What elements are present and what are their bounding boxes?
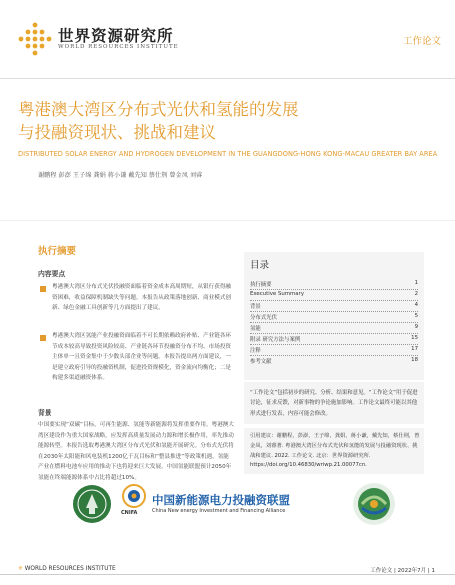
citation-text: 引用建议：谢鹏程，彭澎，王子绵，龚娟，蒋小谦，戴先知，蔡仕荆，曾金凤，刘睿著. 粤港澳大湾区分布式光伏和氢能的发展与投融资现状、挑战和建议. 2022. 工作论文. 北京：世界资源研究所. https://doi.org/10.46830/wriwp.21.00077cn. [250,433,420,469]
globe-logo-icon [352,482,396,526]
org-name-en: WORLD RESOURCES INSTITUTE [58,44,179,50]
background-text: 中国要实现“双碳”目标，可再生能源、氢能等新能源将发挥重要作用。粤港澳大湾区建设作为重大国家战略，应发挥高质量发展动力源和增长极作用，率先推动能源转型。本报告选取粤港澳大湾区分布式光伏和氢能开展研究。分布式光伏将在2030年太阳能和风电装机1200亿千瓦目标和“整县推进”等政策机遇，氢能产业在燃料电池车应用的推动下也将迎来巨大发展。中国氢能联盟预计2050年氢能在终端能源体系中占比将超过10%。 [38,422,234,481]
footer-page-info: 工作论文 | 2022年7月 | 1 [370,568,435,574]
toc-item[interactable]: 分布式光伏 5 [250,313,418,321]
toc-divider [250,333,418,334]
bullet-icon [40,335,46,341]
key-point-1: 粤港澳大湾区分布式光伏投融资面临着资金成本高周期短，从银行获得融资困难，收益保障机制缺失等问题。本报告从政策落地创新、商业模式创新、绿色金融工具创新等几方面提出了建议。 [52,284,232,312]
key-points-label: 内容要点 [38,270,66,278]
toc-item[interactable]: 执行摘要 1 [250,280,418,288]
doc-type-label: 工作论文 [402,36,441,47]
toc-divider [250,311,418,312]
wri-logo-icon [18,22,52,56]
key-point-2: 粤港澳大湾区氢能产业投融资面临着不可长期依赖政府补贴、产业链各环节成本较高导致投资风险较高、产业链各环节投融资分布不均、市场投资主体单一且资金集中于少数头部企业等问题。本报告提出两方面建议，一是建立政府引导的投融资机制，促进投资规模化，资金流向均衡化；二是构建多渠道融资体系。 [52,333,232,382]
background-label: 背景 [38,409,52,417]
toc-item[interactable]: 氢能 9 [250,324,418,332]
bullet-icon [40,286,46,292]
org-name-cn: 世界资源研究所 [58,27,174,45]
toc-item[interactable]: 附录 研究方法与案例 15 [250,335,418,343]
title-line-1: 粤港澳大湾区分布式光伏和氢能的发展 [18,100,299,119]
toc-item[interactable]: 注释 17 [250,346,418,354]
toc-item[interactable]: 参考文献 18 [250,357,418,365]
cnifa-logo-icon [122,484,146,508]
toc-divider [250,300,418,301]
title-line-2: 与投融资现状、挑战和建议 [18,123,216,142]
title-english: DISTRIBUTED SOLAR ENERGY AND HYDROGEN DEVELOPMENT IN THE GUANGDONG-HONG KONG-MACAU GREATER BAY AREA [18,150,438,158]
working-paper-note: “工作论文”包括初步的研究、分析、结果和意见。“工作论文”用于促进讨论，征求反馈，对新事物的争论施加影响。工作论文最终可能以其他形式进行发表，内容可能会修改。 [250,390,418,417]
summary-heading: 执行摘要 [38,246,77,257]
toc-divider [250,322,418,323]
alliance-name-en: China New energy Investment and Financing Alliance [152,508,286,514]
toc-item[interactable]: Executive Summary 2 [250,291,418,297]
header-divider [0,78,455,79]
section-divider [0,220,455,221]
toc-divider [250,344,418,345]
page-title [18,98,438,144]
toc-title: 目录 [250,260,270,271]
toc-divider [250,289,418,290]
partner-seal-icon [72,484,112,524]
footer-divider [0,574,455,575]
footer-org: ✳ WORLD RESOURCES INSTITUTE [18,566,116,572]
wri-footer-icon: ✳ [18,566,23,572]
authors: 谢鹏程 彭澎 王子绵 龚娟 蒋小谦 戴先知 蔡仕荆 曾金凤 刘睿 [38,172,203,179]
toc-divider [250,355,418,356]
alliance-name-cn: 中国新能源电力投融资联盟 [152,493,290,507]
toc-item[interactable]: 背景 4 [250,302,418,310]
cnifa-label: CNIFA [121,510,138,516]
